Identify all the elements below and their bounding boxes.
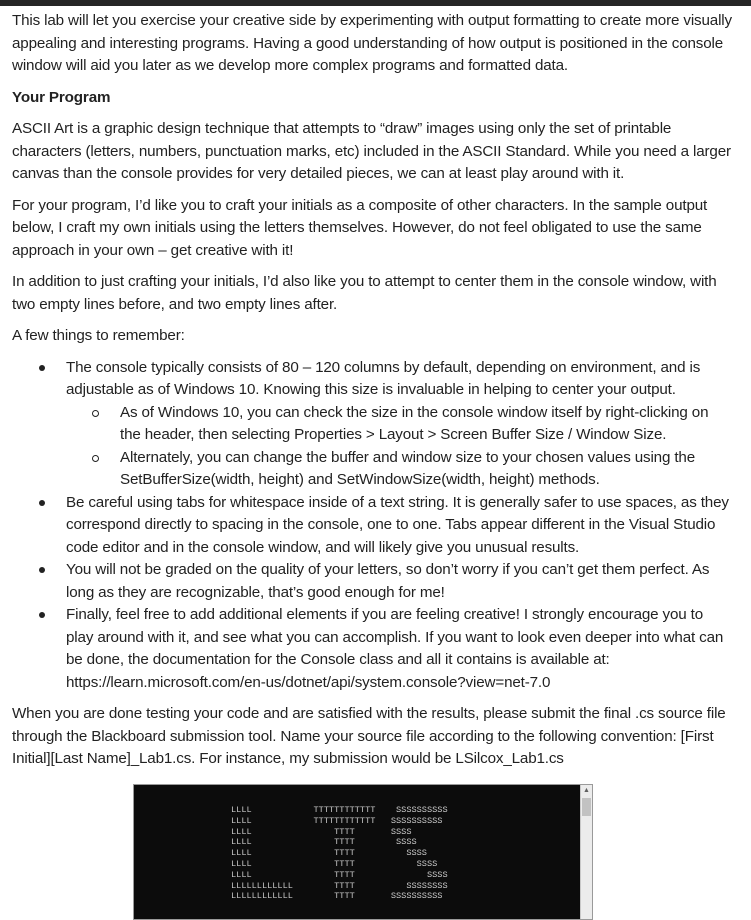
list-item [12,357,732,492]
intro-paragraph: This lab will let you exercise your creative side by experimenting with output formatting to create more visually appealing and interesting programs. Having a good understanding of how output is positioned in the console window will aid you later as we develop more complex programs and formatted data. [12,12,732,74]
sub-bullet-check-size: As of Windows 10, you can check the size in the console window itself by right-clicking on the header, then selecting Properties > Layout > Screen Buffer Size / Window Size. [120,403,709,443]
initials-paragraph: For your program, I’d like you to craft your initials as a composite of other characters. In the sample output below, I craft my own initials using the letters themselves. However, do not feel obligated to use the same approach in your own – get creative with it! [12,196,708,259]
scrollbar-thumb[interactable] [582,798,591,816]
document-body [12,10,732,780]
reminder-list [12,357,732,695]
things-to-remember-label: A few things to remember: [12,327,185,344]
sub-list [66,402,732,492]
top-border-bar [0,0,751,6]
list-item [12,604,732,694]
list-item [66,402,732,447]
console-scrollbar[interactable] [580,785,592,919]
section-heading-your-program: Your Program [12,88,111,106]
bullet-grading-note: You will not be graded on the quality of your letters, so don’t worry if you can’t get them perfect. As long as they are recognizable, that’s good enough for me! [66,561,710,601]
list-item [12,559,732,604]
ascii-art-paragraph: ASCII Art is a graphic design technique that attempts to “draw” images using only the set of printable characters (letters, numbers, punctuation marks, etc) included in the ASCII Standard. While you need a larger canvas than the console provides for very detailed pieces, we can at least play around with it. [12,120,731,182]
scroll-up-arrow-icon[interactable]: ▲ [583,787,590,794]
sub-bullet-change-size: Alternately, you can change the buffer and window size to your chosen values using the SetBufferSize(width, height) and SetWindowSize(width, height) methods. [120,448,695,488]
bullet-console-columns: The console typically consists of 80 – 120 columns by default, depending on environment, and is adjustable as of Windows 10. Knowing this size is invaluable in helping to center your output. [66,358,701,398]
console-ascii-output: LLLL TTTTTTTTTTTT SSSSSSSSSS LLLL TTTTTTTTTTTT SSSSSSSSSS LLLL TTTT SSSS LLLL TTTT SSSS LLLL TTTT SSSS LLLL TTTT SSSS LLLL TTTT SSSS LLLLLLLLLLLL TTTT SSSSSSSS LLLLLLLLLLLL TTTT SSSSSSSSSS [231,805,448,902]
list-item [66,447,732,492]
centering-paragraph: In addition to just crafting your initials, I’d also like you to attempt to center them in the console window, with two empty lines before, and two empty lines after. [12,273,717,313]
submission-paragraph: When you are done testing your code and are satisfied with the results, please submit the final .cs source file through the Blackboard submission tool. Name your source file according to the following convention: [First Initial][Last Name]_Lab1.cs. For instance, my submission would be LSilcox_Lab1.cs [12,705,726,767]
bullet-be-creative: Finally, feel free to add additional elements if you are feeling creative! I strongly encourage you to play around with it, and see what you can accomplish. If you want to look even deeper into what can be done, the documentation for the Console class and all it contains is available at: https://learn.microsoft.com/en-us/dotnet/api/system.console?view=net-7.0 [66,606,724,691]
console-screenshot [133,784,593,920]
list-item [12,492,732,560]
bullet-tabs-warning: Be careful using tabs for whitespace inside of a text string. It is generally safer to use spaces, as they correspond directly to spacing in the console, one to one. Tabs appear different in the Visual Studio code editor and in the console window, and will likely give you unusual results. [66,493,729,556]
